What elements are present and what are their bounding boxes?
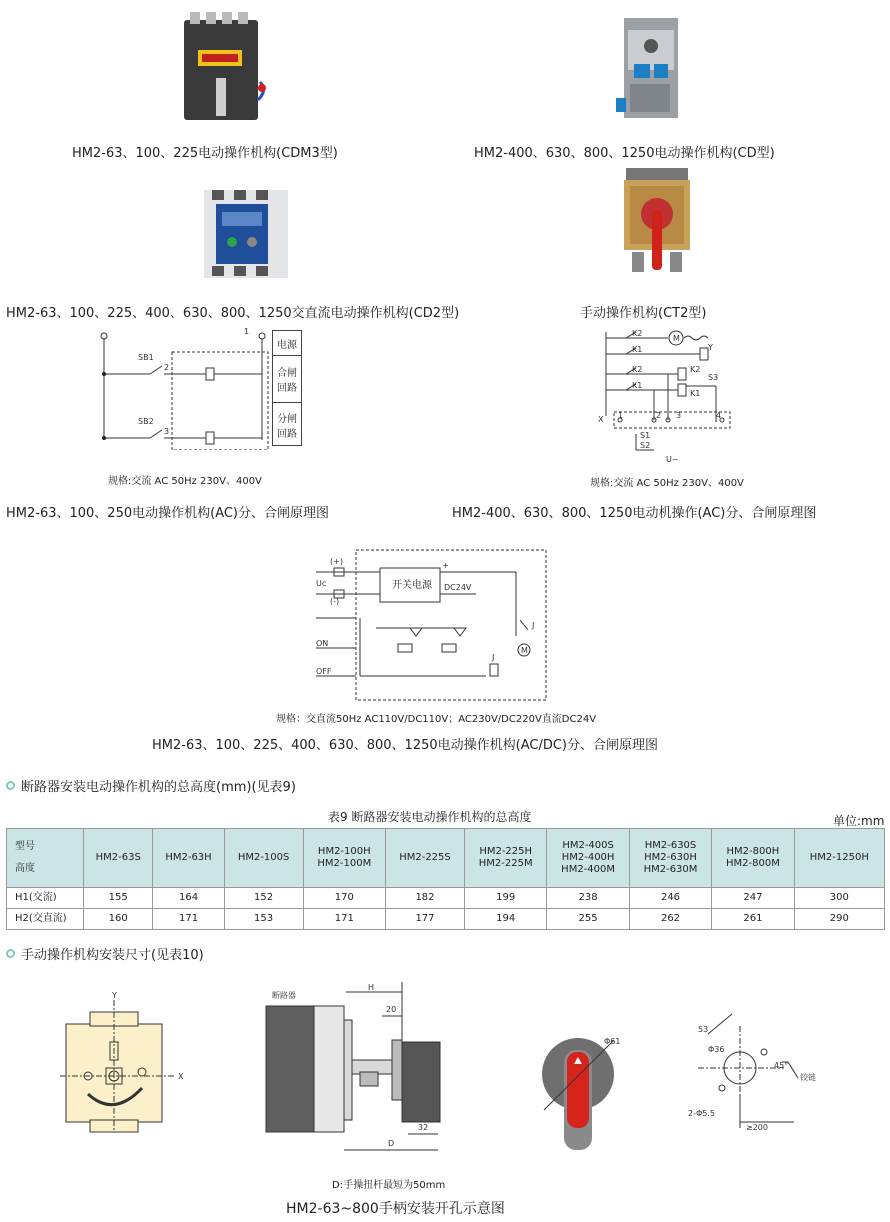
caption-cd2: HM2-63、100、225、400、630、800、1250交直流电动操作机构(CD2型) [6, 306, 460, 321]
k1-top: K1 [632, 345, 643, 354]
u-label: U~ [666, 455, 679, 464]
table-cell: 255 [547, 909, 629, 930]
ge200-label: ≥200 [746, 1123, 768, 1132]
k2-coil: K2 [690, 365, 701, 374]
motor-m: M [673, 334, 680, 343]
legend-power: 电源 [273, 331, 301, 356]
table-row [7, 888, 885, 909]
table-cell: 290 [794, 909, 884, 930]
table-cell: 262 [629, 909, 711, 930]
table-row [7, 909, 885, 930]
table-cell: 171 [153, 909, 224, 930]
col-0: HM2-63S [84, 829, 153, 888]
table-cell: 238 [547, 888, 629, 909]
acdc-motor: M [521, 646, 528, 655]
k2-top: K2 [632, 329, 643, 338]
dim-d: D [388, 1139, 395, 1148]
col-5: HM2-225H HM2-225M [464, 829, 546, 888]
caption-bottom: HM2-63~800手柄安装开孔示意图 [286, 1201, 505, 1217]
caption-ac-right: HM2-400、630、800、1250电动机操作(AC)分、合闸原理图 [452, 506, 817, 521]
node-2-label: 2 [164, 363, 170, 372]
col-3: HM2-100H HM2-100M [303, 829, 385, 888]
table-cell: 153 [224, 909, 303, 930]
bullet-icon [6, 949, 15, 958]
table-cell: 152 [224, 888, 303, 909]
col-1: HM2-63H [153, 829, 224, 888]
holes-label: 2-Φ5.5 [688, 1109, 715, 1118]
ac-right-diagram [596, 324, 746, 474]
caption-acdc: HM2-63、100、225、400、630、800、1250电动操作机构(AC/DC)分、合闸原理图 [152, 738, 658, 753]
angle-45: 45° [774, 1061, 789, 1070]
sb2-label: SB2 [138, 417, 154, 426]
s1-label: S1 [640, 431, 651, 440]
section-title: 断路器安装电动操作机构的总高度(mm)(见表9) [21, 780, 296, 795]
col-4: HM2-225S [386, 829, 465, 888]
side-section-drawing [262, 980, 462, 1160]
table-title: 表9 断路器安装电动操作机构的总高度 [328, 810, 532, 824]
col-8: HM2-800H HM2-800M [712, 829, 794, 888]
caption-ac-left: HM2-63、100、250电动操作机构(AC)分、合闸原理图 [6, 506, 330, 521]
section-total-height [6, 776, 296, 795]
col-6: HM2-400S HM2-400H HM2-400M [547, 829, 629, 888]
col-2: HM2-100S [224, 829, 303, 888]
k1-coil: K1 [690, 389, 701, 398]
cd-photo [610, 14, 690, 126]
uc-label: Uc [316, 579, 327, 588]
d-note: D:手操扭杆最短为50mm [332, 1180, 446, 1191]
s3-label: S3 [708, 373, 719, 382]
row-label: H1(交流) [7, 888, 84, 909]
sb1-label: SB1 [138, 353, 154, 362]
header-corner [7, 829, 84, 888]
handle-drawing [538, 1030, 638, 1158]
on-label: ON [316, 639, 329, 648]
ac-left-spec: 规格:交流 AC 50Hz 230V、400V [108, 476, 262, 487]
dim-32: 32 [418, 1123, 429, 1132]
legend-close-1: 合闸 [277, 368, 297, 379]
breaker-label: 断路器 [272, 991, 296, 1000]
dim-20: 20 [386, 1005, 397, 1014]
legend-open-1: 分闸 [277, 414, 297, 425]
table-cell: 194 [464, 909, 546, 930]
legend-close-2: 回路 [277, 383, 297, 394]
caption-cd: HM2-400、630、800、1250电动操作机构(CD型) [474, 146, 775, 161]
node-1-label: 1 [244, 327, 250, 336]
node-3-label: 3 [164, 427, 170, 436]
neg-label: (-) [330, 597, 340, 606]
header-model: 型号 [15, 841, 35, 852]
table-cell: 246 [629, 888, 711, 909]
phi61-label: Φ61 [604, 1037, 621, 1046]
hinge-label: 铰链 [800, 1073, 816, 1082]
term-4: 4 [716, 411, 722, 420]
table-unit: 单位:mm [833, 814, 885, 828]
col-9: HM2-1250H [794, 829, 884, 888]
k1-mid: K1 [632, 381, 643, 390]
pos-label: (+) [330, 557, 343, 566]
table-cell: 182 [386, 888, 465, 909]
acdc-diagram [306, 546, 550, 704]
table-cell: 170 [303, 888, 385, 909]
ac-left-legend-box [272, 330, 302, 446]
height-table [6, 828, 885, 930]
ct2-photo [622, 166, 694, 280]
table-cell: 155 [84, 888, 153, 909]
phi36-label: Φ36 [708, 1045, 725, 1054]
coil-y: Y [708, 343, 713, 352]
table-cell: 160 [84, 909, 153, 930]
table-cell: 171 [303, 909, 385, 930]
dc24v-label: DC24V [444, 583, 472, 592]
off-label: OFF [316, 667, 332, 676]
section-manual-dims [6, 944, 204, 963]
legend-open-2: 回路 [277, 429, 297, 440]
table-cell: 261 [712, 909, 794, 930]
table-cell: 164 [153, 888, 224, 909]
term-3: 3 [676, 411, 682, 420]
section-title: 手动操作机构安装尺寸(见表10) [21, 948, 204, 963]
ac-right-spec: 规格:交流 AC 50Hz 230V、400V [590, 478, 744, 489]
axis-y-label: Y [112, 991, 117, 1000]
table-cell: 300 [794, 888, 884, 909]
axis-x-label: X [178, 1072, 184, 1081]
row-label: H2(交直流) [7, 909, 84, 930]
dim-h: H [368, 983, 375, 992]
cdm3-photo [180, 10, 280, 126]
switch-psu-label: 开关电源 [392, 580, 432, 591]
cutout-drawing [684, 1012, 834, 1132]
dim-53: 53 [698, 1025, 709, 1034]
caption-ct2: 手动操作机构(CT2型) [580, 306, 707, 321]
caption-cdm3: HM2-63、100、225电动操作机构(CDM3型) [72, 146, 338, 161]
term-2: 2 [656, 411, 662, 420]
col-7: HM2-630S HM2-630H HM2-630M [629, 829, 711, 888]
k2-mid: K2 [632, 365, 643, 374]
plus-label: + [442, 561, 449, 570]
j1-label: J [532, 621, 535, 630]
table-cell: 199 [464, 888, 546, 909]
acdc-spec: 规格：交直流50Hz AC110V/DC110V；AC230V/DC220V直流DC24V [276, 714, 597, 725]
term-1: 1 [618, 411, 624, 420]
x-label: X [598, 415, 604, 424]
bullet-icon [6, 781, 15, 790]
table-cell: 247 [712, 888, 794, 909]
cd2-photo [200, 188, 292, 280]
mounting-plate-drawing [56, 990, 196, 1140]
table-cell: 177 [386, 909, 465, 930]
s2-label: S2 [640, 441, 651, 450]
header-height: 高度 [15, 863, 35, 874]
table-header-row [7, 829, 885, 888]
j2-label: J [492, 653, 495, 662]
